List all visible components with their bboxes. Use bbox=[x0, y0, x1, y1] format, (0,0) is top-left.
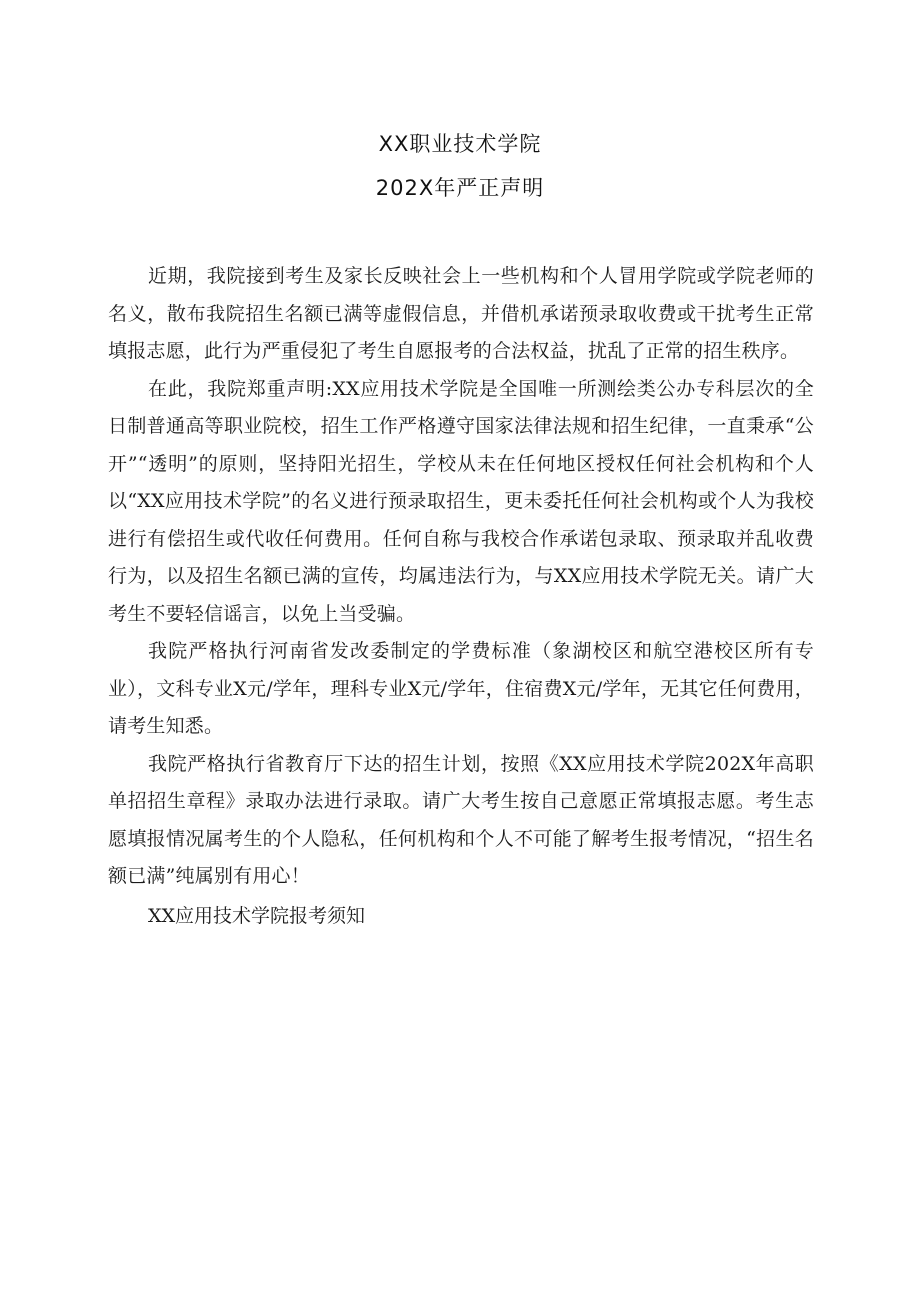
paragraph-tuition: 我院严格执行河南省发改委制定的学费标准（象湖校区和航空港校区所有专业），文科专业X元/学年，理科专业X元/学年，住宿费X元/学年，无其它任何费用，请考生知悉。 bbox=[108, 640, 814, 737]
document-title: XX职业技术学院 bbox=[378, 132, 542, 156]
closing-heading: XX应用技术学院报考须知 bbox=[148, 904, 366, 927]
paragraph-intro: 近期，我院接到考生及家长反映社会上一些机构和个人冒用学院或学院老师的名义，散布我院招生名额已满等虚假信息，并借机承诺预录取收费或干扰考生正常填报志愿，此行为严重侵犯了考生自愿报考的合法权益，扰乱了正常的招生秩序。 bbox=[108, 265, 814, 362]
title-block bbox=[0, 122, 920, 210]
paragraph-admission-plan: 我院严格执行省教育厅下达的招生计划，按照《XX应用技术学院202X年高职单招招生章程》录取办法进行录取。请广大考生按自己意愿正常填报志愿。考生志愿填报情况属考生的个人隐私，任何机构和个人不可能了解考生报考情况，“招生名额已满”纯属别有用心！ bbox=[108, 752, 814, 887]
document-subtitle: 202X年严正声明 bbox=[375, 176, 545, 200]
document-body bbox=[108, 258, 814, 935]
paragraph-declaration: 在此，我院郑重声明:XX应用技术学院是全国唯一所测绘类公办专科层次的全日制普通高等职业院校，招生工作严格遵守国家法律法规和招生纪律，一直秉承“公开”“透明”的原则，坚持阳光招生，学校从未在任何地区授权任何社会机构和个人以“XX应用技术学院”的名义进行预录取招生，更未委托任何社会机构或个人为我校进行有偿招生或代收任何费用。任何自称与我校合作承诺包录取、预录取并乱收费行为，以及招生名额已满的宣传，均属违法行为，与XX应用技术学院无关。请广大考生不要轻信谣言，以免上当受骗。 bbox=[108, 377, 814, 625]
